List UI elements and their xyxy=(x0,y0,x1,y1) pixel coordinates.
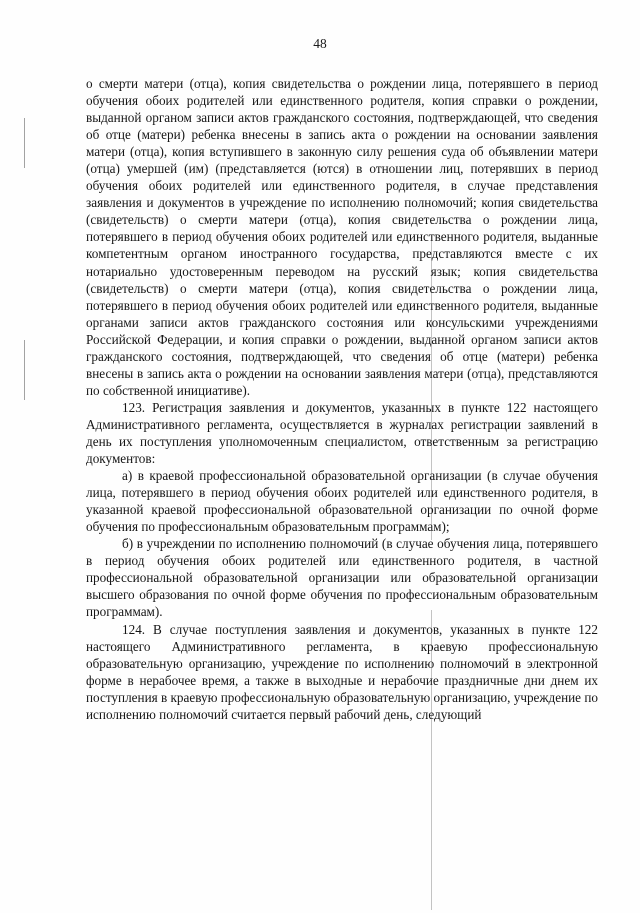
scan-artifact-line xyxy=(431,610,432,910)
paragraph-123: 123. Регистрация заявления и документов, указанных в пункте 122 настоящего Административного регламента, осуществляется в журналах регистрации заявлений в день их поступления уполномоченным специалистом, ответственным за регистрацию документов: xyxy=(86,399,598,467)
document-body xyxy=(86,75,598,723)
paragraph-123-b: б) в учреждении по исполнению полномочий (в случае обучения лица, потерявшего в период обучения обоих родителей или единственного родителя, в частной профессиональной образовательной организации или образовательной организации высшего образования по очной форме обучения по профессиональным образовательным программам). xyxy=(86,536,598,620)
paragraph-123-a: а) в краевой профессиональной образовательной организации (в случае обучения лица, потерявшего в период обучения обоих родителей или единственного родителя, в указанной краевой профессиональной образовательной организации по очной форме обучения по профессиональным образовательным программам); xyxy=(86,468,598,535)
paragraph-continuation: о смерти матери (отца), копия свидетельства о рождении лица, потерявшего в период обучения обоих родителей или единственного родителя, копия справки о рождении, выданной органом записи актов гражданского состояния, подтверждающей, что сведения об отце (матери) ребенка внесены в запись акта о рождении на основании заявления матери (отца), копия вступившего в законную силу решения суда об объявлении матери (отца) умершей (им) (представляется (ются) в отношении лиц, потерявших в период обучения обоих родителей или единственного родителя, в случае представления заявления и документов в учреждение по исполнению полномочий; копия свидетельства (свидетельств) о смерти матери (отца), копия свидетельства о рождении лица, потерявшего в период обучения обоих родителей или единственного родителя, выданные компетентным органом иностранного государства, представляются вместе с их нотариально удостоверенным переводом на русский язык; копия свидетельства (свидетельств) о смерти матери (отца), копия свидетельства о рождении лица, потерявшего в период обучения обоих родителей или единственного родителя, выданные органами записи актов гражданского состояния или консульскими учреждениями Российской Федерации, и копия справки о рождении, выданной органом записи актов гражданского состояния, подтверждающей, что сведения об отце (матери) ребенка внесены в запись акта о рождении на основании заявления матери (отца), представляются по собственной инициативе). xyxy=(86,76,598,398)
scan-artifact-line xyxy=(431,235,432,540)
paragraph-124: 124. В случае поступления заявления и документов, указанных в пункте 122 настоящего Административного регламента, в краевую профессиональную образовательную организацию, учреждение по исполнению полномочий в электронной форме в нерабочее время, а также в выходные и нерабочие праздничные дни днем их поступления в краевую профессиональную образовательную организацию, учреждение по исполнению полномочий считается первый рабочий день, следующий xyxy=(86,621,598,722)
scan-artifact-line xyxy=(24,340,25,400)
scan-artifact-line xyxy=(24,118,25,168)
page-number: 48 xyxy=(313,36,327,51)
